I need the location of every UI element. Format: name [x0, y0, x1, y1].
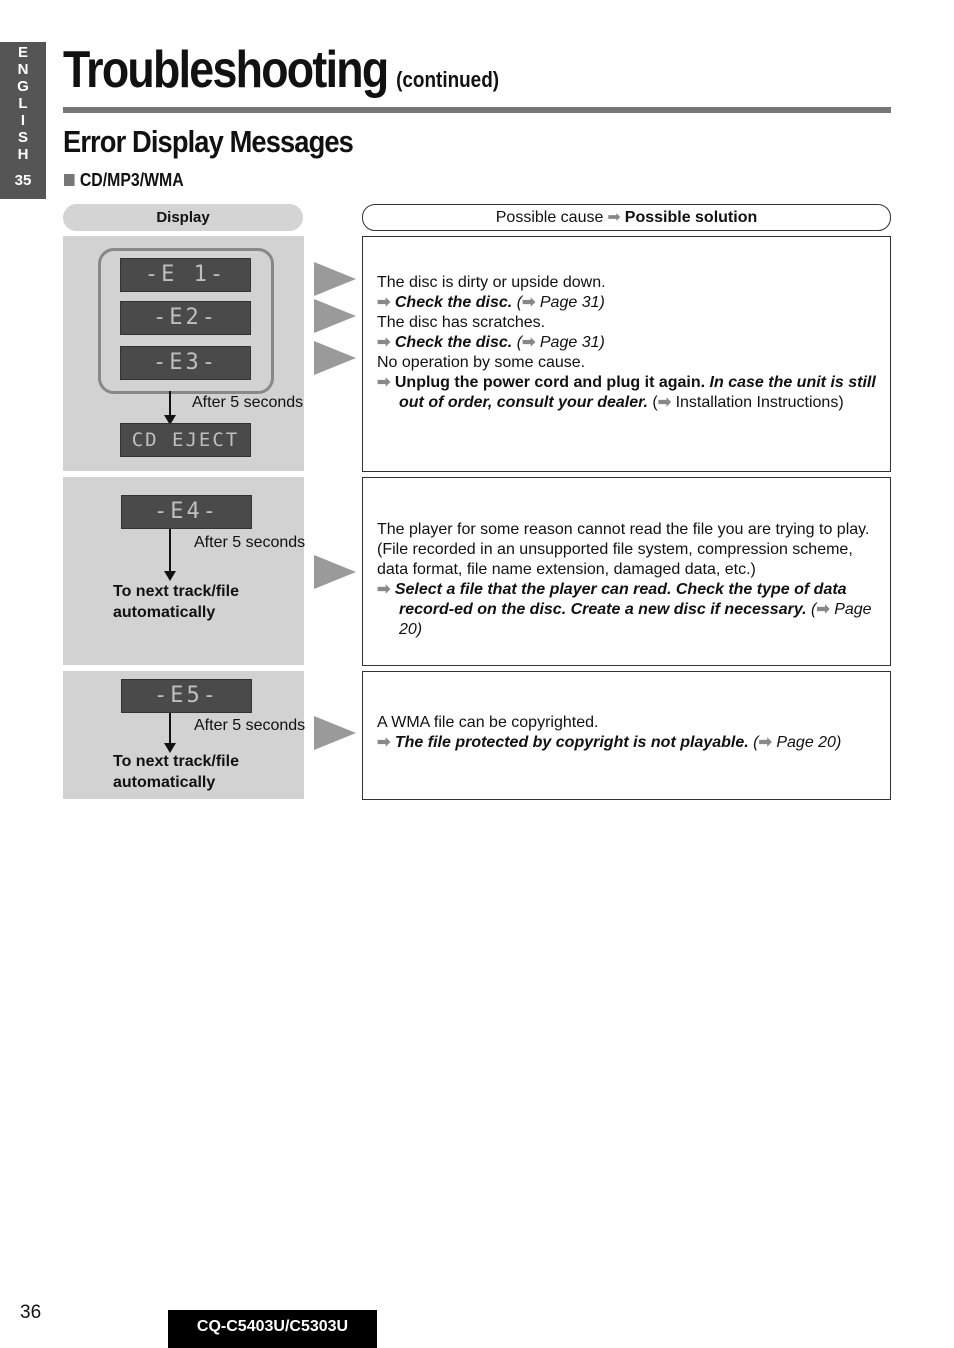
after-seconds-label: After 5 seconds [194, 717, 306, 734]
subsection-heading [64, 170, 184, 191]
display-panel-e5 [63, 671, 304, 799]
possible-cause: The disc is dirty or upside down. [377, 274, 606, 291]
solution-label: Possible solution [624, 209, 758, 226]
language-letter: N [17, 61, 29, 78]
right-arrow-icon: ➡ [758, 734, 772, 751]
right-arrow-icon: ➡ [377, 334, 391, 351]
solution-text: Unplug the power cord and plug it again. [394, 374, 706, 391]
title-suffix: (continued) [396, 67, 500, 92]
possible-solution: ➡ Unplug the power cord and plug it again. In case the unit is still out of order, consult your dealer. (➡ Installation Instructions) [377, 374, 876, 411]
language-letter: H [17, 146, 29, 163]
title-rule [63, 107, 891, 113]
possible-cause: A WMA file can be copyrighted. [377, 714, 599, 731]
after-seconds-label: After 5 seconds [194, 534, 306, 551]
right-arrow-icon: ➡ [377, 581, 391, 598]
language-letter: L [18, 95, 28, 112]
possible-solution: ➡ The file protected by copyright is not playable. (➡ Page 20) [377, 734, 842, 751]
solution-text: The file protected by copyright is not playable. [394, 734, 749, 751]
page-reference: Page 20) [776, 734, 842, 751]
lcd-e1: -E 1- [120, 258, 251, 292]
next-track-line: automatically [113, 604, 216, 621]
possible-solution: ➡ Check the disc. (➡ Page 31) [377, 334, 605, 351]
page-number: 36 [20, 1302, 42, 1323]
lcd-e2: -E2- [120, 301, 251, 335]
next-track-line: To next track/file [113, 583, 239, 600]
page-reference: Installation Instructions) [675, 394, 844, 411]
lcd-e3: -E3- [120, 346, 251, 380]
display-column-header: Display [63, 204, 303, 231]
lcd-e4: -E4- [121, 495, 252, 529]
language-letter: G [17, 78, 29, 95]
lcd-cd-eject: CD EJECT [120, 423, 251, 457]
next-track-line: To next track/file [113, 753, 239, 770]
cause-label: Possible cause [495, 209, 604, 226]
possible-cause: The player for some reason cannot read the file you are trying to play. (File recorded in an unsupported file system, compression scheme, data format, file name extension, damaged data, etc.) [377, 521, 870, 578]
cause-column-header [362, 204, 891, 231]
page-reference: Page 31) [539, 334, 605, 351]
pointer-triangle-icon [314, 262, 356, 296]
solution-text: In case the unit is still out of order, consult your dealer. [399, 374, 876, 411]
possible-cause: The disc has scratches. [377, 314, 546, 331]
possible-solution: ➡ Select a file that the player can read. Check the type of data record-ed on the disc. Create a new disc if necessary. (➡ Page 20) [377, 581, 872, 638]
page-reference: Page 31) [539, 294, 605, 311]
subsection-label: CD/MP3/WMA [79, 170, 184, 190]
right-arrow-icon: ➡ [377, 294, 391, 311]
section-heading: Error Display Messages [63, 124, 353, 159]
language-letter: I [20, 112, 26, 129]
next-track-line: automatically [113, 774, 216, 791]
right-arrow-icon: ➡ [816, 601, 830, 618]
message-box-e1-e3 [362, 236, 891, 472]
pointer-triangle-icon [314, 555, 356, 589]
down-arrow-icon [169, 529, 171, 573]
after-seconds-label: After 5 seconds [192, 394, 304, 411]
language-tab [0, 42, 46, 199]
page-title [63, 40, 499, 100]
message-box-e4 [362, 477, 891, 666]
right-arrow-icon: ➡ [377, 734, 391, 751]
next-track-label [113, 581, 239, 623]
model-number: CQ-C5403U/C5303U [168, 1310, 377, 1348]
right-arrow-icon: ➡ [522, 334, 536, 351]
right-arrow-icon: ➡ [607, 209, 621, 226]
solution-text: Check the disc. [394, 334, 513, 351]
solution-text: Check the disc. [394, 294, 513, 311]
language-letters [0, 44, 46, 163]
display-panel-e4 [63, 477, 304, 665]
pointer-triangle-icon [314, 716, 356, 750]
lcd-e5: -E5- [121, 679, 252, 713]
language-letter: S [17, 129, 28, 146]
down-arrow-icon [169, 713, 171, 745]
language-letter: E [17, 44, 28, 61]
page-reference: Page 20) [399, 601, 872, 638]
message-box-e5 [362, 671, 891, 800]
next-track-label [113, 751, 239, 793]
right-arrow-icon: ➡ [657, 394, 672, 411]
right-arrow-icon: ➡ [522, 294, 536, 311]
down-arrow-icon [169, 391, 171, 417]
display-panel-e1-e3 [63, 236, 304, 471]
section-number: 35 [14, 172, 32, 189]
solution-text: Select a file that the player can read. Check the type of data record-ed on the disc. Create a new disc if necessary. [394, 581, 847, 618]
square-bullet-icon [64, 174, 75, 186]
page-title-text: Troubleshooting [63, 41, 388, 99]
possible-solution: ➡ Check the disc. (➡ Page 31) [377, 294, 605, 311]
pointer-triangle-icon [314, 341, 356, 375]
right-arrow-icon: ➡ [377, 374, 391, 391]
possible-cause: No operation by some cause. [377, 354, 586, 371]
pointer-triangle-icon [314, 299, 356, 333]
